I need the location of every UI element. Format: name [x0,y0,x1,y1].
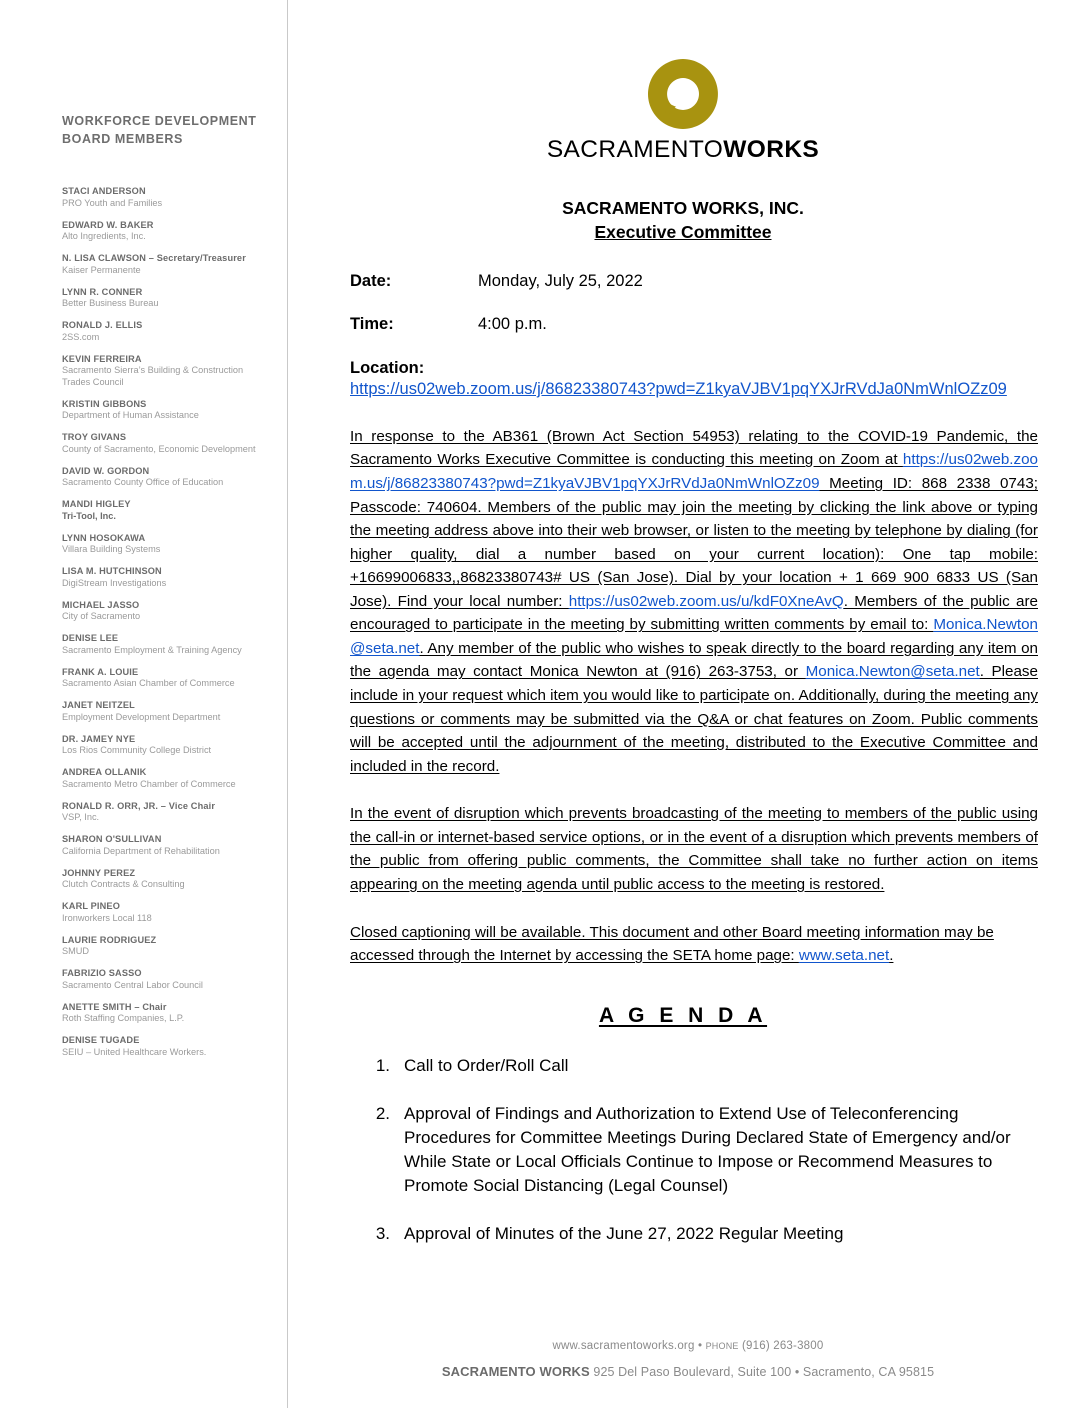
captioning-text-1: Closed captioning will be available. This document and other Board meeting information may be accessed through the Internet by accessing the SETA home page: [350,923,994,965]
time-value: 4:00 p.m. [478,315,547,334]
email-link-monica-newton-1[interactable]: Monica.Newton@seta.net [350,616,1038,657]
board-member-org: City of Sacramento [62,611,141,622]
board-member-name: SHARON O'SULLIVAN [62,834,162,845]
ab361-text-2: Meeting ID: 868 2338 0743; Passcode: 740604. Members of the public may join the meeting by clicking the link above or typing the meeting address above into their web browser, or listen to the meeting by telephone by dialing (for higher quality, dial a number based on your current location): One tap mobile: +16699006833,,86823380743# US (San Jose). Dial by your location + 1 669 900 6833 US (San Jose). Find your local number: [350,474,1038,610]
footer-address-line [288,1362,1088,1382]
board-member-name: JANET NEITZEL [62,700,135,711]
board-member-name: DAVID W. GORDON [62,465,150,476]
board-member-name: FRANK A. LOUIE [62,666,139,677]
board-member-org: Kaiser Permanente [62,264,141,275]
page-title: SACRAMENTO WORKS, INC. [562,197,804,218]
board-member-entry [62,466,270,489]
agenda-item-list [318,1054,1048,1247]
seta-home-page-link[interactable]: www.seta.net [798,947,890,965]
ab361-zoom-link[interactable]: https://us02web.zoom.us/j/86823380743?pwd=Z1kyaVJBV1pqYXJrRVdJa0NmWnlOZz09 [350,451,1038,492]
logo-wordmark [318,138,1048,163]
agenda-item-number: 1. [375,1055,390,1075]
date-label: Date: [350,271,392,290]
ab361-text-3: . Members of the public are encouraged to participate in the meeting by submitting written comments by email to: [350,592,1038,634]
board-member-entry [62,901,270,924]
ab361-notice-paragraph [318,425,1048,778]
page-footer [288,1338,1088,1382]
agenda-item-number: 2. [375,1103,390,1123]
board-member-entry [62,935,270,958]
footer-phone-label: PHONE [705,1341,739,1351]
board-member-entry [62,186,270,209]
board-member-entry [62,399,270,422]
agenda-item [366,1054,1048,1078]
agenda-item-text: Approval of Minutes of the June 27, 2022 Regular Meeting [404,1224,844,1244]
agenda-item-text: Call to Order/Roll Call [404,1055,569,1075]
board-member-org: Sacramento Central Labor Council [62,979,203,990]
footer-address: 925 Del Paso Boulevard, Suite 100 • Sacramento, CA 95815 [589,1365,935,1380]
board-member-org: Sacramento Employment & Training Agency [62,644,242,655]
board-member-name: RONALD R. ORR, JR. – Vice Chair [62,800,216,811]
board-members-sidebar [0,0,288,1408]
board-member-entry [62,633,270,656]
sacramento-works-ring-icon [645,56,721,132]
closed-captioning-paragraph [318,921,1048,968]
board-member-org: Better Business Bureau [62,298,159,309]
board-member-entry [62,566,270,589]
sidebar-heading: WORKFORCE DEVELOPMENT BOARD MEMBERS [62,114,257,147]
agenda-item-text: Approval of Findings and Authorization to Extend Use of Teleconferencing Procedures for Committee Meetings During Declared State of Emergency and/or While State or Local Officials Continue to Impose or Recommend Measures to Promote Social Distancing (Legal Counsel) [404,1103,1011,1196]
board-member-entry [62,533,270,556]
board-member-entry [62,432,270,455]
board-member-entry [62,220,270,243]
board-member-name: TROY GIVANS [62,432,127,443]
board-member-org: Department of Human Assistance [62,410,199,421]
meeting-meta [318,271,1048,336]
board-member-org: Clutch Contracts & Consulting [62,879,185,890]
agenda-heading: A G E N D A [598,1003,768,1027]
board-member-name: KRISTIN GIBBONS [62,398,147,409]
board-member-name: EDWARD W. BAKER [62,219,154,230]
agenda-item [366,1102,1048,1199]
board-member-entry [62,767,270,790]
location-block [318,358,1048,401]
board-member-name: LYNN HOSOKAWA [62,532,146,543]
footer-contact-line [288,1338,1088,1355]
board-member-name: DENISE LEE [62,633,119,644]
board-member-entry [62,734,270,757]
board-member-org: Sacramento Asian Chamber of Commerce [62,678,235,689]
board-member-name: ANDREA OLLANIK [62,767,147,778]
board-member-entry [62,834,270,857]
board-member-org: Roth Staffing Companies, L.P. [62,1013,185,1024]
board-member-name: KARL PINEO [62,901,120,912]
board-member-name: RONALD J. ELLIS [62,320,143,331]
board-member-name: MICHAEL JASSO [62,599,140,610]
page-subtitle: Executive Committee [594,222,772,243]
board-member-org: Los Rios Community College District [62,745,212,756]
board-member-entry [62,700,270,723]
logo-wordmark-bold: WORKS [723,136,820,163]
footer-separator: • [694,1340,706,1352]
board-member-org: Sacramento Metro Chamber of Commerce [62,778,236,789]
location-zoom-link[interactable]: https://us02web.zoom.us/j/86823380743?pwd=Z1kyaVJBV1pqYXJrRVdJa0NmWnlOZz09 [350,380,1007,399]
board-member-name: ANETTE SMITH – Chair [62,1001,167,1012]
board-member-org: California Department of Rehabilitation [62,845,220,856]
board-member-entry [62,667,270,690]
footer-org-name: SACRAMENTO WORKS [441,1364,590,1380]
board-member-name: DR. JAMEY NYE [62,733,136,744]
time-label: Time: [350,315,394,334]
ab361-text-5: . Please include in your request which item you would like to participate on. Additionally, during the meeting any questions or comments may be submitted via the Q&A or chat features on Zoom. Public comments will be accepted until the adjournment of the meeting, distributed to the Executive Committee and included in the record. [350,663,1038,775]
board-member-org: SEIU – United Healthcare Workers. [62,1046,207,1057]
board-member-entry [62,253,270,276]
board-member-name: FABRIZIO SASSO [62,968,142,979]
board-member-org: Alto Ingredients, Inc. [62,231,146,242]
ab361-text-1: In response to the AB361 (Brown Act Section 54953) relating to the COVID-19 Pandemic, the Sacramento Works Executive Committee is conducting this meeting on Zoom at [350,427,1038,469]
ab361-text-4: . Any member of the public who wishes to speak directly to the board regarding any item on the agenda may contact Monica Newton at (916) 263-3753, or [350,639,1038,681]
board-member-org: Ironworkers Local 118 [62,912,152,923]
date-value: Monday, July 25, 2022 [478,271,643,290]
board-member-entry [62,1035,270,1058]
board-member-list [62,186,270,1058]
board-member-org: Villara Building Systems [62,544,161,555]
board-member-org: DigiStream Investigations [62,577,167,588]
email-link-monica-newton-2[interactable]: Monica.Newton@seta.net [805,663,980,681]
agenda-item-number: 3. [375,1224,390,1244]
board-member-name: STACI ANDERSON [62,186,146,197]
board-member-org: Sacramento Sierra’s Building & Construction Trades Council [62,365,244,387]
board-member-name: LAURIE RODRIGUEZ [62,934,157,945]
disruption-paragraph: In the event of disruption which prevents broadcasting of the meeting to members of the public using the call-in or internet-based service options, or in the event of a disruption which prevents members of the public from offering public comments, the Committee shall take no further action on items appearing on the meeting agenda until public access to the meeting is restored. [350,805,1038,893]
board-member-name: JOHNNY PEREZ [62,867,136,878]
board-member-name: KEVIN FERREIRA [62,353,142,364]
board-member-org: Tri-Tool, Inc. [62,510,116,521]
board-member-org: Employment Development Department [62,711,221,722]
document-main-column [288,0,1088,1408]
board-member-org: County of Sacramento, Economic Development [62,443,256,454]
board-member-org: PRO Youth and Families [62,197,163,208]
board-member-entry [62,801,270,824]
board-member-entry [62,354,270,389]
board-member-name: LYNN R. CONNER [62,286,143,297]
meta-row-date [350,271,1048,292]
board-member-entry [62,968,270,991]
meta-row-time [350,314,1048,335]
footer-website[interactable]: www.sacramentoworks.org [552,1340,695,1352]
board-member-entry [62,499,270,522]
board-member-org: SMUD [62,946,90,957]
board-member-name: MANDI HIGLEY [62,499,131,510]
logo-wordmark-thin: SACRAMENTO [546,136,724,163]
board-member-name: DENISE TUGADE [62,1035,140,1046]
find-local-number-link[interactable]: https://us02web.zoom.us/u/kdF0XneAvQ [568,592,844,610]
footer-phone: (916) 263-3800 [738,1340,824,1352]
agenda-item [366,1222,1048,1246]
board-member-entry [62,600,270,623]
board-member-org: Sacramento County Office of Education [62,477,224,488]
board-member-entry [62,320,270,343]
board-member-org: VSP, Inc. [62,812,100,823]
board-member-name: LISA M. HUTCHINSON [62,566,162,577]
board-member-name: N. LISA CLAWSON – Secretary/Treasurer [62,253,246,264]
board-member-entry [62,287,270,310]
logo-block [318,0,1048,163]
location-label: Location: [350,358,425,377]
board-member-entry [62,868,270,891]
captioning-text-2: . [889,947,894,965]
board-member-org: 2SS.com [62,331,100,342]
board-member-entry [62,1002,270,1025]
